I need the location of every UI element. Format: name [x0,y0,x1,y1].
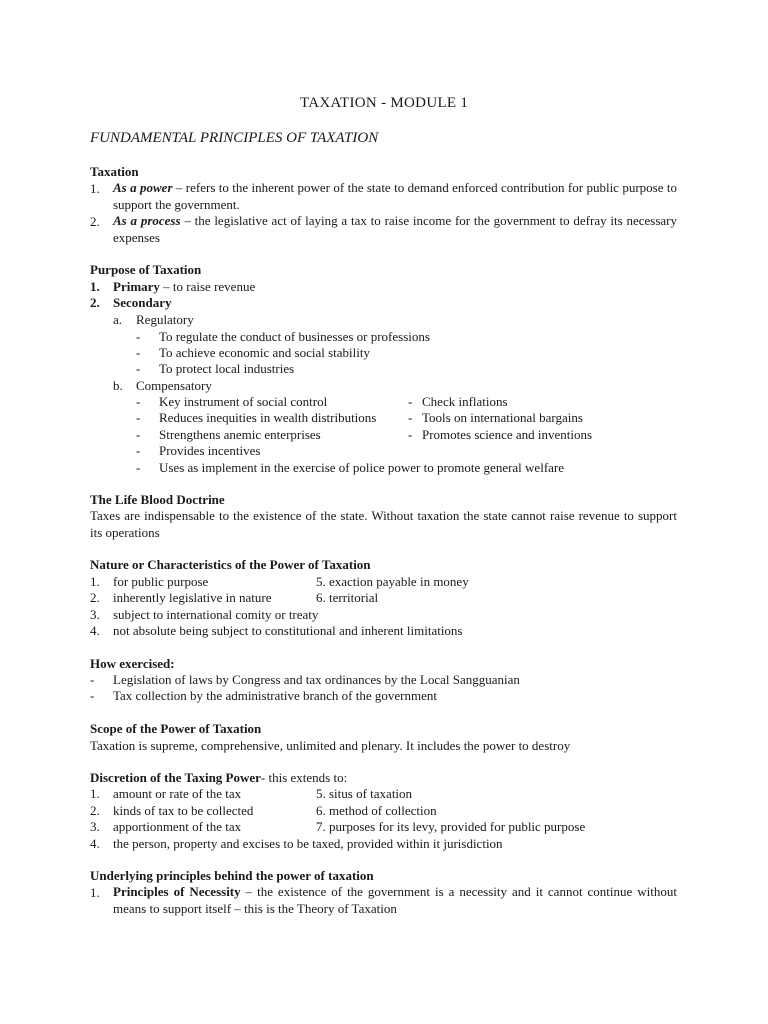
dash: - [136,460,141,475]
definition-text: – the legislative act of laying a tax to raise income for the government to defray its necessary expenses [113,213,677,245]
dash: - [136,329,141,344]
list-number: 4. [90,836,100,851]
regulatory-item: To protect local industries [159,361,295,376]
regulatory-item: To achieve economic and social stability [159,345,370,360]
list-number: 1. [90,786,100,801]
dash: - [136,443,141,458]
compensatory-item: Uses as implement in the exercise of police power to promote general welfare [159,460,565,475]
exercised-item: Legislation of laws by Congress and tax ordinances by the Local Sangguanian [113,672,520,687]
dash: - [136,345,141,360]
primary-label: Primary [113,279,160,294]
dash: - [408,394,413,409]
section-heading-lifeblood: The Life Blood Doctrine [90,492,225,507]
list-number: 3. [90,819,100,834]
page-subtitle: FUNDAMENTAL PRINCIPLES OF TAXATION [90,130,379,146]
page-title: TAXATION - MODULE 1 [300,95,469,111]
regulatory-item: To regulate the conduct of businesses or professions [159,329,430,344]
discretion-item: 5. situs of taxation [316,786,413,801]
section-heading-taxation: Taxation [90,164,139,179]
definition-text: – refers to the inherent power of the state to demand enforced contribution for public purpose to support the government. [113,180,677,212]
nature-item: 5. exaction payable in money [316,574,469,589]
compensatory-item: Check inflations [422,394,508,409]
dash: - [408,427,413,442]
list-item-as-a-process [113,213,677,246]
compensatory-item: Strengthens anemic enterprises [159,427,321,442]
list-number: 1. [90,181,100,196]
exercised-item: Tax collection by the administrative branch of the government [113,688,437,703]
list-number: 1. [90,885,100,900]
list-item-as-a-power [113,180,677,213]
list-number: 2. [90,214,100,229]
discretion-heading-bold: Discretion of the Taxing Power [90,770,261,785]
nature-item: for public purpose [113,574,209,589]
compensatory-item: Provides incentives [159,443,261,458]
compensatory-item: Reduces inequities in wealth distributions [159,410,377,425]
nature-item: not absolute being subject to constitutional and inherent limitations [113,623,463,638]
lifeblood-text: Taxes are indispensable to the existence of the state. Without taxation the state cannot raise revenue to support its operations [90,508,677,540]
section-heading-underlying: Underlying principles behind the power of taxation [90,868,374,883]
dash: - [136,361,141,376]
primary-text: – to raise revenue [159,279,256,294]
sublist-regulatory: Regulatory [136,312,194,327]
section-heading-purpose: Purpose of Taxation [90,262,202,277]
list-item-necessity [113,884,677,917]
list-number: 3. [90,607,100,622]
dash: - [408,410,413,425]
compensatory-item: Tools on international bargains [422,410,583,425]
sublist-letter: b. [113,378,123,393]
term-as-a-process: As a process [113,213,181,228]
dash: - [90,688,95,703]
term-necessity: Principles of Necessity [113,884,241,899]
list-number: 1. [90,279,100,294]
sublist-letter: a. [113,312,123,327]
dash: - [136,394,141,409]
nature-item: inherently legislative in nature [113,590,272,605]
discretion-item: apportionment of the tax [113,819,242,834]
discretion-item: kinds of tax to be collected [113,803,254,818]
discretion-item: amount or rate of the tax [113,786,242,801]
list-number: 2. [90,803,100,818]
discretion-item: 6. method of collection [316,803,437,818]
section-heading-nature: Nature or Characteristics of the Power of Taxation [90,557,371,572]
list-number: 2. [90,590,100,605]
nature-item: 6. territorial [316,590,379,605]
term-as-a-power: As a power [113,180,173,195]
dash: - [90,672,95,687]
section-heading-discretion [90,770,347,786]
compensatory-item: Key instrument of social control [159,394,328,409]
section-heading-scope: Scope of the Power of Taxation [90,721,262,736]
discretion-heading-suffix: - this extends to: [260,770,348,785]
dash: - [136,410,141,425]
list-number: 2. [90,295,100,310]
list-number: 4. [90,623,100,638]
definition-text: – the existence of the government is a necessity and it cannot continue without means to support itself – this is the Theory of Taxation [113,884,677,916]
nature-item: subject to international comity or treaty [113,607,319,622]
sublist-compensatory: Compensatory [136,378,212,393]
list-item-secondary: Secondary [113,295,172,310]
list-number: 1. [90,574,100,589]
list-item-primary [113,279,255,295]
discretion-item: 7. purposes for its levy, provided for public purpose [316,819,586,834]
dash: - [136,427,141,442]
section-heading-exercised: How exercised: [90,656,175,671]
compensatory-item: Promotes science and inventions [422,427,593,442]
discretion-item: the person, property and excises to be taxed, provided within it jurisdiction [113,836,503,851]
scope-text: Taxation is supreme, comprehensive, unlimited and plenary. It includes the power to destroy [90,738,571,753]
